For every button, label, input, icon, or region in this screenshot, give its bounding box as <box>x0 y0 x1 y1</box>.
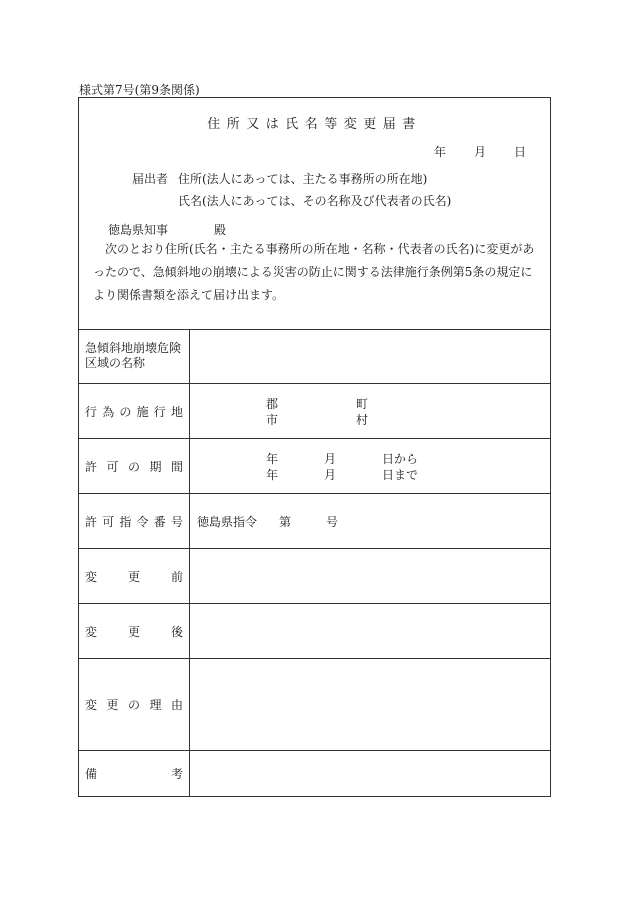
permit-number-prefix: 徳島県指令 <box>197 515 258 529</box>
action-location-label-cell <box>79 384 190 438</box>
form-title: 住所又は氏名等変更届書 <box>207 117 422 132</box>
permit-period-label: 許 可 の 期 間 <box>85 459 183 474</box>
applicant-label: 届出者 <box>132 172 169 186</box>
before-change-label-cell <box>79 549 190 603</box>
action-location-value[interactable] <box>190 384 550 438</box>
period-until-month: 月 <box>324 468 337 482</box>
reason-label-cell <box>79 659 190 750</box>
area-name-label-cell <box>79 329 190 383</box>
machi-label: 町 <box>356 397 369 411</box>
row-after-change <box>79 604 550 659</box>
permit-number-label: 許 可 指 令 番 号 <box>85 514 183 529</box>
permit-number-value[interactable] <box>190 494 550 548</box>
permit-period-value[interactable] <box>190 439 550 493</box>
before-change-label: 変 更 前 <box>85 569 183 584</box>
after-change-label: 変 更 後 <box>85 624 183 639</box>
permit-number-label-cell <box>79 494 190 548</box>
body-text: 次のとおり住所(氏名・主たる事務所の所在地・名称・代表者の氏名)に変更があったので、急傾斜地の崩壊による災害の防止に関する法律施行条例第5条の規定により関係書類を添えて届け出ます。 <box>93 242 535 302</box>
period-until-day: 日まで <box>382 468 419 482</box>
applicant-name-line: 氏名(法人にあっては、その名称及び代表者の氏名) <box>178 194 452 208</box>
date-month-label: 月 <box>473 145 486 159</box>
area-name-label-line1: 急傾斜地崩壊危険 <box>85 341 182 355</box>
date-line <box>434 143 526 160</box>
row-permit-period <box>79 439 550 494</box>
reason-label: 変 更 の 理 由 <box>85 698 183 712</box>
after-change-label-cell <box>79 604 190 658</box>
row-action-location <box>79 384 550 439</box>
form-header-section <box>79 98 550 330</box>
addressee-honorific: 殿 <box>214 223 227 237</box>
before-change-value[interactable] <box>190 549 550 603</box>
row-reason <box>79 659 550 751</box>
mura-label: 村 <box>356 413 369 427</box>
shi-label: 市 <box>266 413 279 427</box>
remarks-label: 備 考 <box>85 767 183 781</box>
row-permit-number <box>79 494 550 549</box>
permit-number-go: 号 <box>326 515 339 529</box>
row-area-name <box>79 329 550 384</box>
reason-value[interactable] <box>190 659 550 750</box>
remarks-label-cell <box>79 751 190 796</box>
permit-number-dai: 第 <box>279 515 292 529</box>
period-from-year: 年 <box>266 452 279 466</box>
permit-period-label-cell <box>79 439 190 493</box>
row-remarks <box>79 751 550 796</box>
body-paragraph <box>93 238 541 307</box>
row-before-change <box>79 549 550 604</box>
period-from-day: 日から <box>382 452 419 466</box>
remarks-value[interactable] <box>190 751 550 796</box>
applicant-address-line: 住所(法人にあっては、主たる事務所の所在地) <box>178 172 428 186</box>
date-year-label: 年 <box>433 145 446 159</box>
gun-label: 郡 <box>266 397 279 411</box>
area-name-label-line2: 区域の名称 <box>85 356 146 370</box>
action-location-label: 行 為 の 施 行 地 <box>85 404 183 419</box>
period-until-year: 年 <box>266 468 279 482</box>
form-number: 様式第7号(第9条関係) <box>79 83 200 97</box>
date-day-label: 日 <box>513 145 526 159</box>
after-change-value[interactable] <box>190 604 550 658</box>
area-name-value[interactable] <box>190 329 550 383</box>
addressee-governor: 徳島県知事 <box>108 223 169 237</box>
period-from-month: 月 <box>324 452 337 466</box>
notification-form <box>78 97 551 797</box>
